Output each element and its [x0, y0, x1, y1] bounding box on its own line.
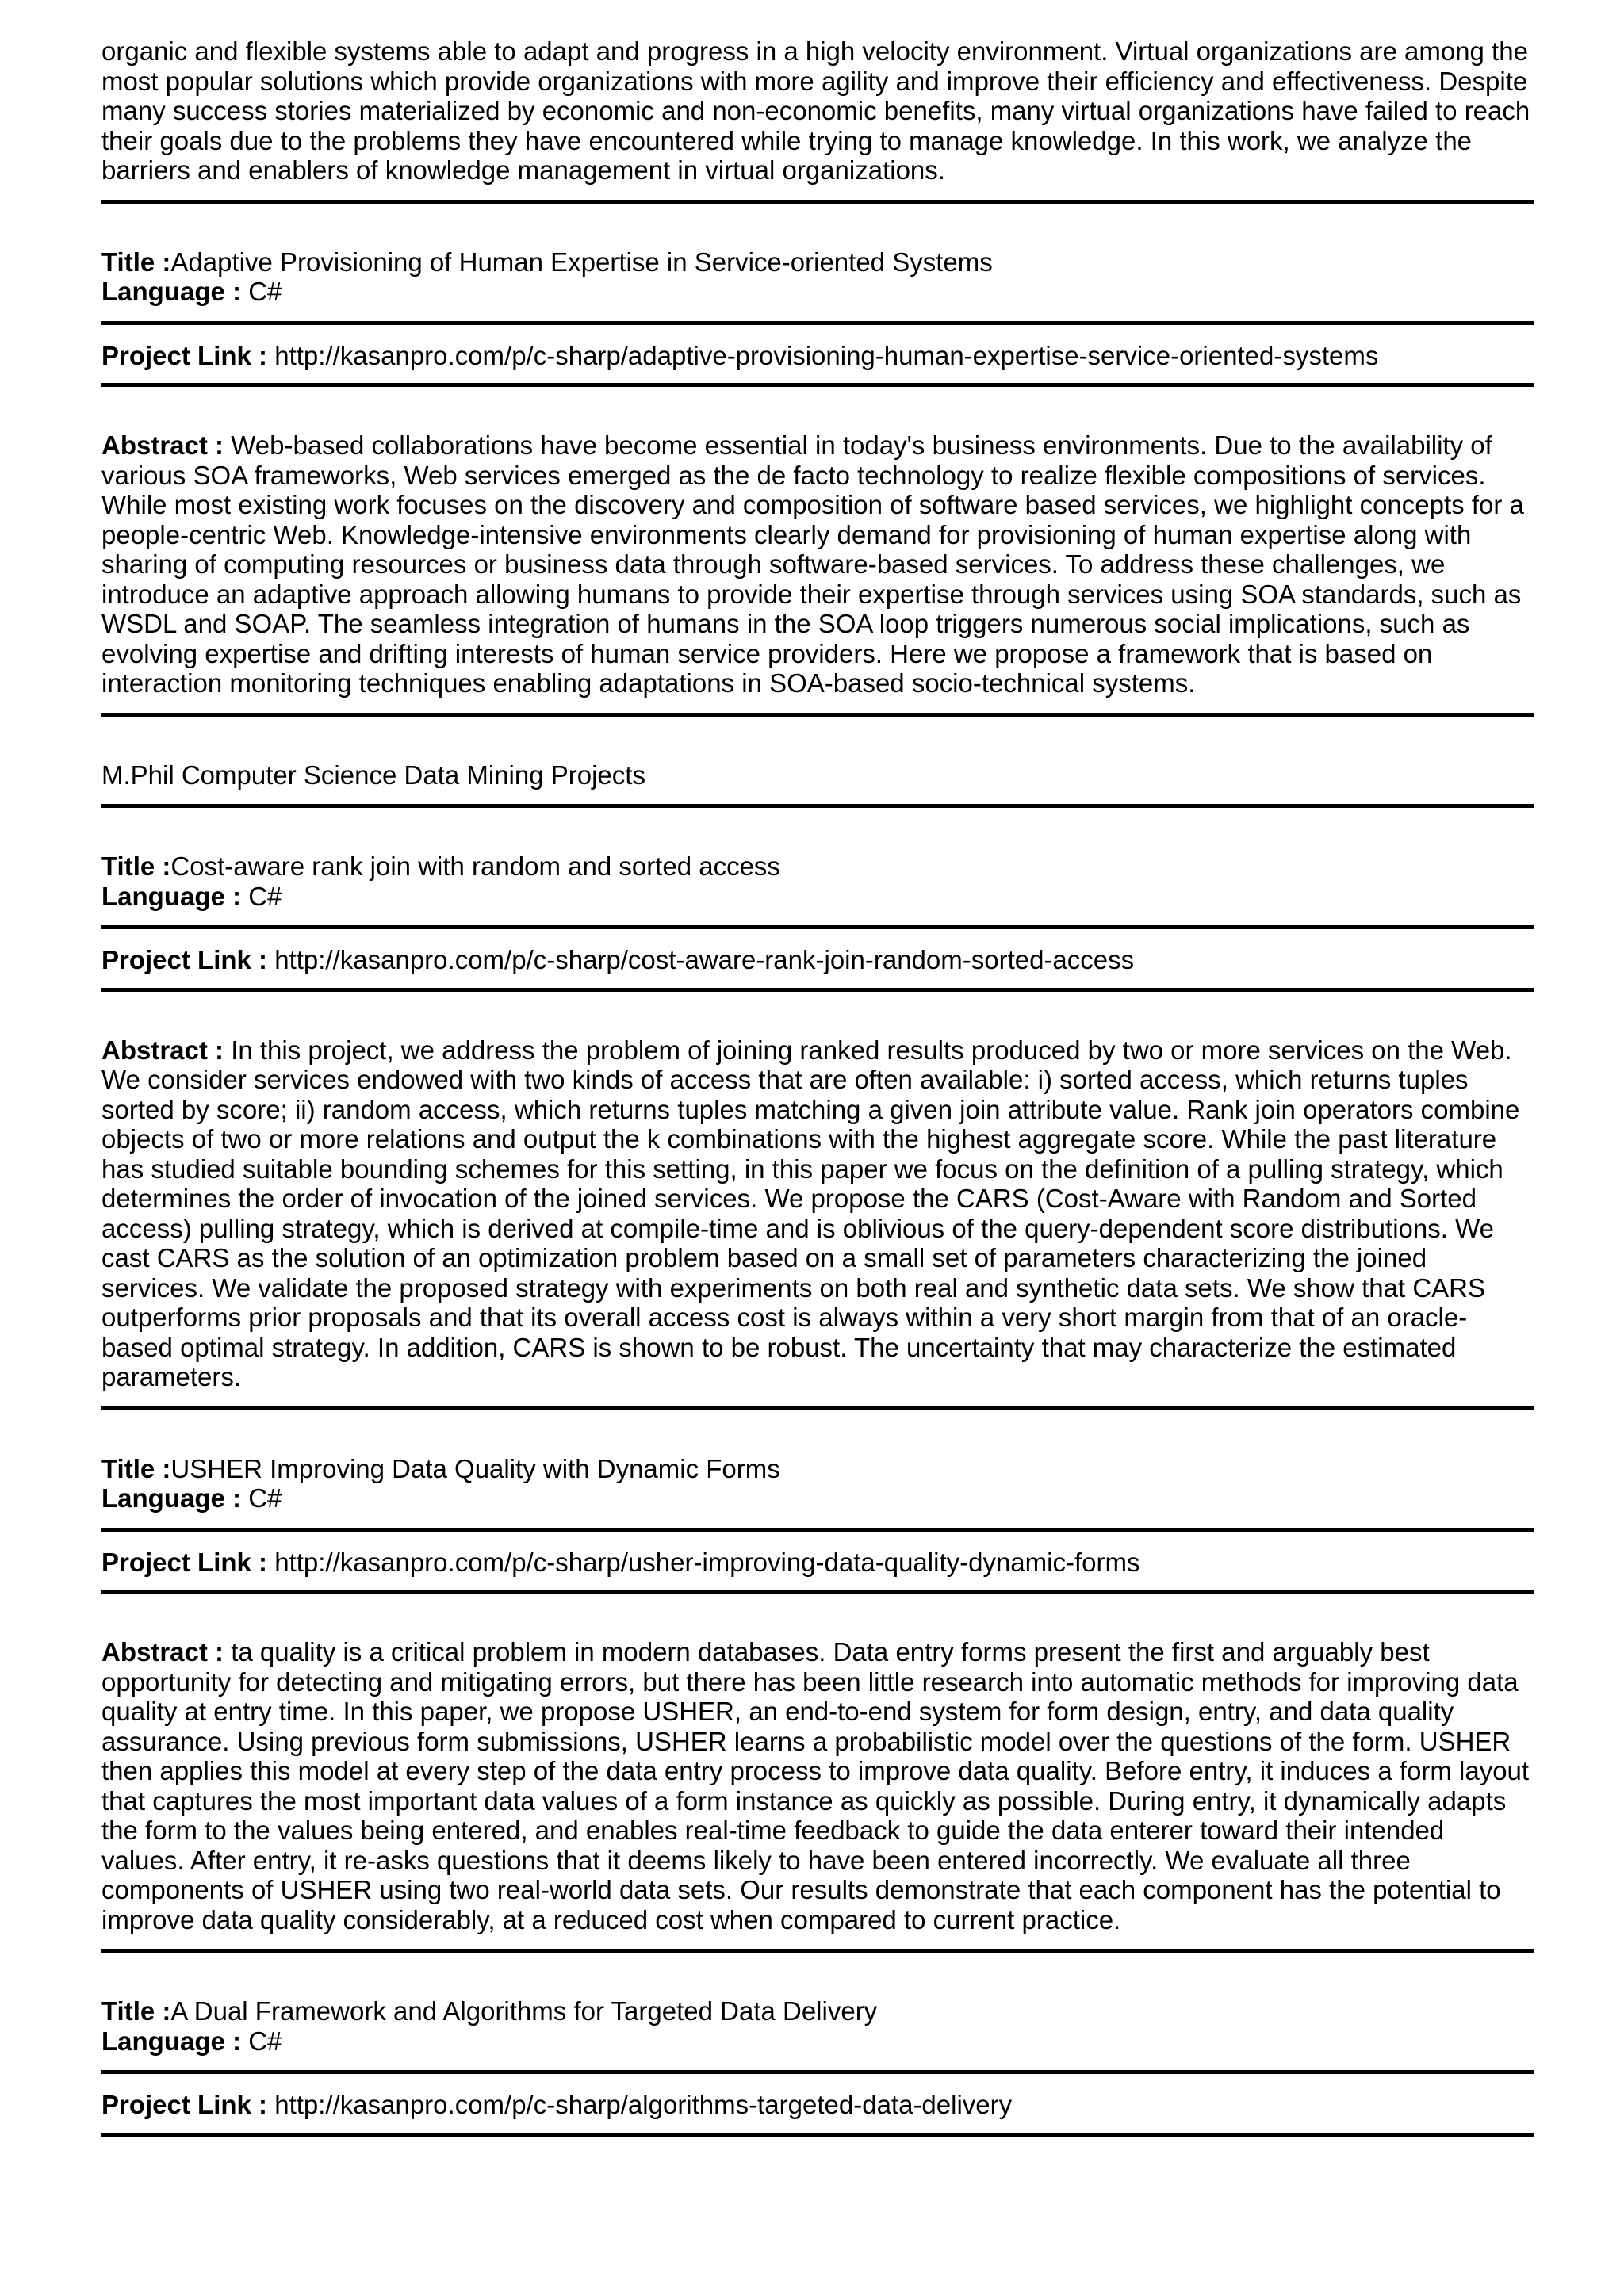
project-link-line [102, 1548, 1534, 1578]
document-page [102, 36, 1534, 2137]
project-language: C# [248, 277, 282, 306]
abstract-label: Abstract : [102, 430, 224, 460]
project-link-label: Project Link : [102, 2090, 268, 2119]
divider [102, 1949, 1534, 1953]
title-label: Title : [102, 1996, 171, 2026]
project-link-line [102, 945, 1534, 975]
project-title-line [102, 1996, 1534, 2026]
abstract-paragraph [102, 1035, 1534, 1392]
project-title: A Dual Framework and Algorithms for Targeted Data Delivery [170, 1996, 878, 2026]
project-entry [102, 851, 1534, 1410]
language-label: Language : [102, 277, 242, 306]
project-link-label: Project Link : [102, 1547, 268, 1577]
project-language-line [102, 2026, 1534, 2057]
language-label: Language : [102, 2026, 242, 2056]
project-language-line [102, 882, 1534, 912]
intro-paragraph: organic and flexible systems able to adapt and progress in a high velocity environment. Virtual organizations are among the most popular solutions which provide organizations with more agility and improve their efficiency and effectiveness. Despite many success stories materialized by economic and non-economic benefits, many virtual organizations have failed to reach their goals due to the problems they have encountered while trying to manage knowledge. In this work, we analyze the barriers and enablers of knowledge management in virtual organizations. [102, 36, 1530, 185]
project-title-line [102, 247, 1534, 277]
project-link[interactable]: http://kasanpro.com/p/c-sharp/cost-aware-rank-join-random-sorted-access [274, 945, 1135, 974]
divider [102, 1590, 1534, 1594]
divider [102, 1406, 1534, 1410]
divider [102, 200, 1534, 204]
section-heading: M.Phil Computer Science Data Mining Projects [102, 760, 645, 790]
divider [102, 383, 1534, 387]
divider [102, 804, 1534, 808]
project-link-line [102, 341, 1534, 371]
project-title: Adaptive Provisioning of Human Expertise in Service-oriented Systems [170, 247, 993, 277]
title-label: Title : [102, 851, 171, 881]
project-entry [102, 247, 1534, 717]
project-entry [102, 1454, 1534, 1954]
project-link[interactable]: http://kasanpro.com/p/c-sharp/usher-improving-data-quality-dynamic-forms [274, 1547, 1140, 1577]
divider [102, 2133, 1534, 2137]
project-link-label: Project Link : [102, 340, 268, 370]
project-link-line [102, 2090, 1534, 2120]
project-title-line [102, 851, 1534, 882]
abstract-text: In this project, we address the problem of joining ranked results produced by two or more services on the Web. We consider services endowed with two kinds of access that are often available: i) sorted access, which returns tuples sorted by score; ii) random access, which returns tuples matching a given join attribute value. Rank join operators combine objects of two or more relations and output the k combinations with the highest aggregate score. While the past literature has studied suitable bounding schemes for this setting, in this paper we focus on the definition of a pulling strategy, which determines the order of invocation of the joined services. We propose the CARS (Cost-Aware with Random and Sorted access) pulling strategy, which is derived at compile-time and is oblivious of the query-dependent score distributions. We cast CARS as the solution of an optimization problem based on a small set of parameters characterizing the joined services. We validate the proposed strategy with experiments on both real and synthetic data sets. We show that CARS outperforms prior proposals and that its overall access cost is always within a very short margin from that of an oracle-based optimal strategy. In addition, CARS is shown to be robust. The uncertainty that may characterize the estimated parameters. [102, 1035, 1520, 1391]
abstract-paragraph [102, 430, 1534, 698]
project-language: C# [248, 1483, 282, 1513]
project-language: C# [248, 881, 282, 911]
abstract-text: Web-based collaborations have become essential in today's business environments. Due to the availability of various SOA frameworks, Web services emerged as the de facto technology to realize flexible compositions of services. While most existing work focuses on the discovery and composition of software based services, we highlight concepts for a people-centric Web. Knowledge-intensive environments clearly demand for provisioning of human expertise along with sharing of computing resources or business data through software-based services. To address these challenges, we introduce an adaptive approach allowing humans to provide their expertise through services using SOA standards, such as WSDL and SOAP. The seamless integration of humans in the SOA loop triggers numerous social implications, such as evolving expertise and drifting interests of human service providers. Here we propose a framework that is based on interaction monitoring techniques enabling adaptations in SOA-based socio-technical systems. [102, 430, 1524, 698]
divider [102, 713, 1534, 717]
abstract-text: ta quality is a critical problem in modern databases. Data entry forms present the first and arguably best opportunity for detecting and mitigating errors, but there has been little research into automatic methods for improving data quality at entry time. In this paper, we propose USHER, an end-to-end system for form design, entry, and data quality assurance. Using previous form submissions, USHER learns a probabilistic model over the questions of the form. USHER then applies this model at every step of the data entry process to improve data quality. Before entry, it induces a form layout that captures the most important data values of a form instance as quickly as possible. During entry, it dynamically adapts the form to the values being entered, and enables real-time feedback to guide the data enterer toward their intended values. After entry, it re-asks questions that it deems likely to have been entered incorrectly. We evaluate all three components of USHER using two real-world data sets. Our results demonstrate that each component has the potential to improve data quality considerably, at a reduced cost when compared to current practice. [102, 1637, 1530, 1934]
title-label: Title : [102, 1453, 171, 1483]
project-language-line [102, 1483, 1534, 1513]
project-link-label: Project Link : [102, 945, 268, 974]
language-label: Language : [102, 1483, 242, 1513]
language-label: Language : [102, 881, 242, 911]
project-title: Cost-aware rank join with random and sorted access [170, 851, 780, 881]
abstract-label: Abstract : [102, 1637, 224, 1667]
project-entry [102, 1996, 1534, 2137]
divider [102, 2070, 1534, 2074]
project-title-line [102, 1454, 1534, 1484]
project-language: C# [248, 2026, 282, 2056]
divider [102, 321, 1534, 325]
abstract-paragraph [102, 1637, 1534, 1934]
title-label: Title : [102, 247, 171, 277]
divider [102, 988, 1534, 992]
divider [102, 925, 1534, 929]
divider [102, 1528, 1534, 1532]
project-link[interactable]: http://kasanpro.com/p/c-sharp/algorithms-targeted-data-delivery [274, 2090, 1013, 2119]
abstract-label: Abstract : [102, 1035, 224, 1065]
project-link[interactable]: http://kasanpro.com/p/c-sharp/adaptive-provisioning-human-expertise-service-oriented-systems [274, 340, 1379, 370]
project-title: USHER Improving Data Quality with Dynamic Forms [170, 1453, 780, 1483]
project-language-line [102, 277, 1534, 307]
